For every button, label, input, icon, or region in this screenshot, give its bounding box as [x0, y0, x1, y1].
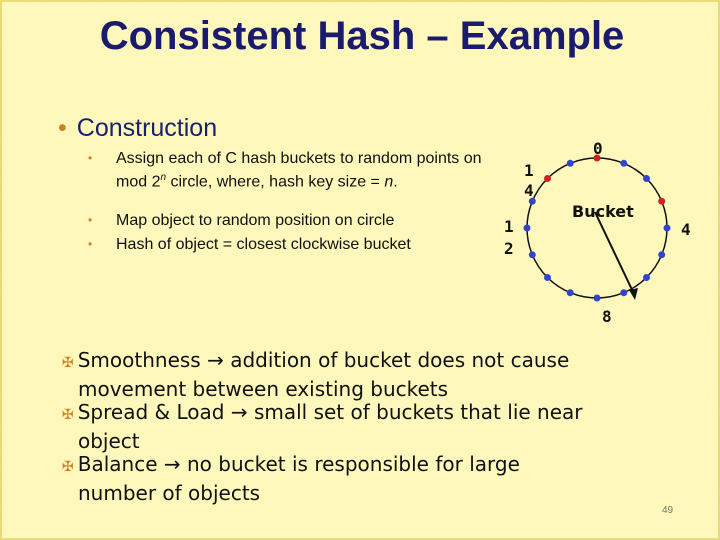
ring-points: [524, 155, 671, 302]
right-arrow-icon: →: [230, 400, 248, 424]
sub-bullet-icon: •: [88, 151, 93, 165]
bucket-point: [658, 198, 665, 205]
ring-point: [620, 160, 627, 167]
assign-key-var: n: [384, 173, 394, 191]
label-0: 0: [593, 139, 603, 158]
ring-point: [594, 295, 601, 302]
assign-exponent: n: [160, 172, 167, 183]
property-desc-line1: small set of buckets that lie near: [253, 400, 583, 424]
construction-heading: Construction: [76, 114, 218, 142]
wingding-bullet-icon: ✠: [62, 407, 74, 423]
bucket-label: Bucket: [572, 202, 634, 221]
ring-point: [664, 225, 671, 232]
property-term: Spread & Load: [77, 400, 225, 424]
hash-text: Hash of object = closest clockwise bucket: [116, 236, 411, 253]
right-arrow-icon: →: [207, 348, 224, 372]
property-balance: [62, 451, 702, 506]
ring-point: [567, 160, 574, 167]
property-desc-line1: addition of bucket does not cause: [230, 348, 570, 372]
ring-point: [658, 251, 665, 258]
sub-bullet-icon: •: [88, 237, 93, 251]
label-14-second-digit: 4: [524, 181, 534, 200]
sub-item-assign: [88, 149, 492, 191]
wingding-bullet-icon: ✠: [62, 459, 74, 475]
label-4: 4: [681, 220, 691, 239]
assign-text: Assign each of C hash buckets to random points on mod 2: [116, 150, 482, 191]
bullet-dot-icon: •: [58, 114, 67, 142]
ring-point: [529, 251, 536, 258]
sub-item-hash: [88, 235, 492, 254]
property-desc-line1: no bucket is responsible for large: [186, 452, 520, 476]
property-smoothness: [62, 347, 702, 402]
assign-text-end: .: [393, 173, 398, 191]
property-desc-line2: object: [78, 429, 140, 453]
label-12-first-digit: 1: [504, 217, 514, 236]
slide-title: Consistent Hash – Example: [99, 14, 625, 58]
map-text: Map object to random position on circle: [116, 212, 395, 229]
ring-point: [567, 289, 574, 296]
hash-ring-diagram: [492, 132, 702, 327]
construction-bullet: [58, 114, 217, 143]
ring-point: [524, 225, 531, 232]
property-term: Smoothness: [77, 348, 201, 372]
sub-item-map: [88, 211, 492, 230]
label-14-first-digit: 1: [524, 161, 534, 180]
arrow-head-icon: [629, 288, 638, 300]
property-term: Balance: [77, 452, 158, 476]
clockwise-arrow: [595, 212, 635, 296]
assign-text-mid: circle, where, hash key size =: [166, 173, 385, 191]
bucket-point: [544, 175, 551, 182]
right-arrow-icon: →: [163, 452, 181, 476]
ring-point: [620, 289, 627, 296]
label-8: 8: [602, 307, 612, 326]
property-desc-line2: movement between existing buckets: [78, 377, 449, 401]
label-12-second-digit: 2: [504, 239, 514, 258]
sub-bullet-icon: •: [88, 213, 93, 227]
ring-point: [643, 274, 650, 281]
page-number: 49: [662, 505, 674, 516]
property-spread-load: [62, 399, 702, 454]
ring-point: [643, 175, 650, 182]
wingding-bullet-icon: ✠: [62, 355, 74, 371]
property-desc-line2: number of objects: [78, 481, 261, 505]
ring-point: [544, 274, 551, 281]
